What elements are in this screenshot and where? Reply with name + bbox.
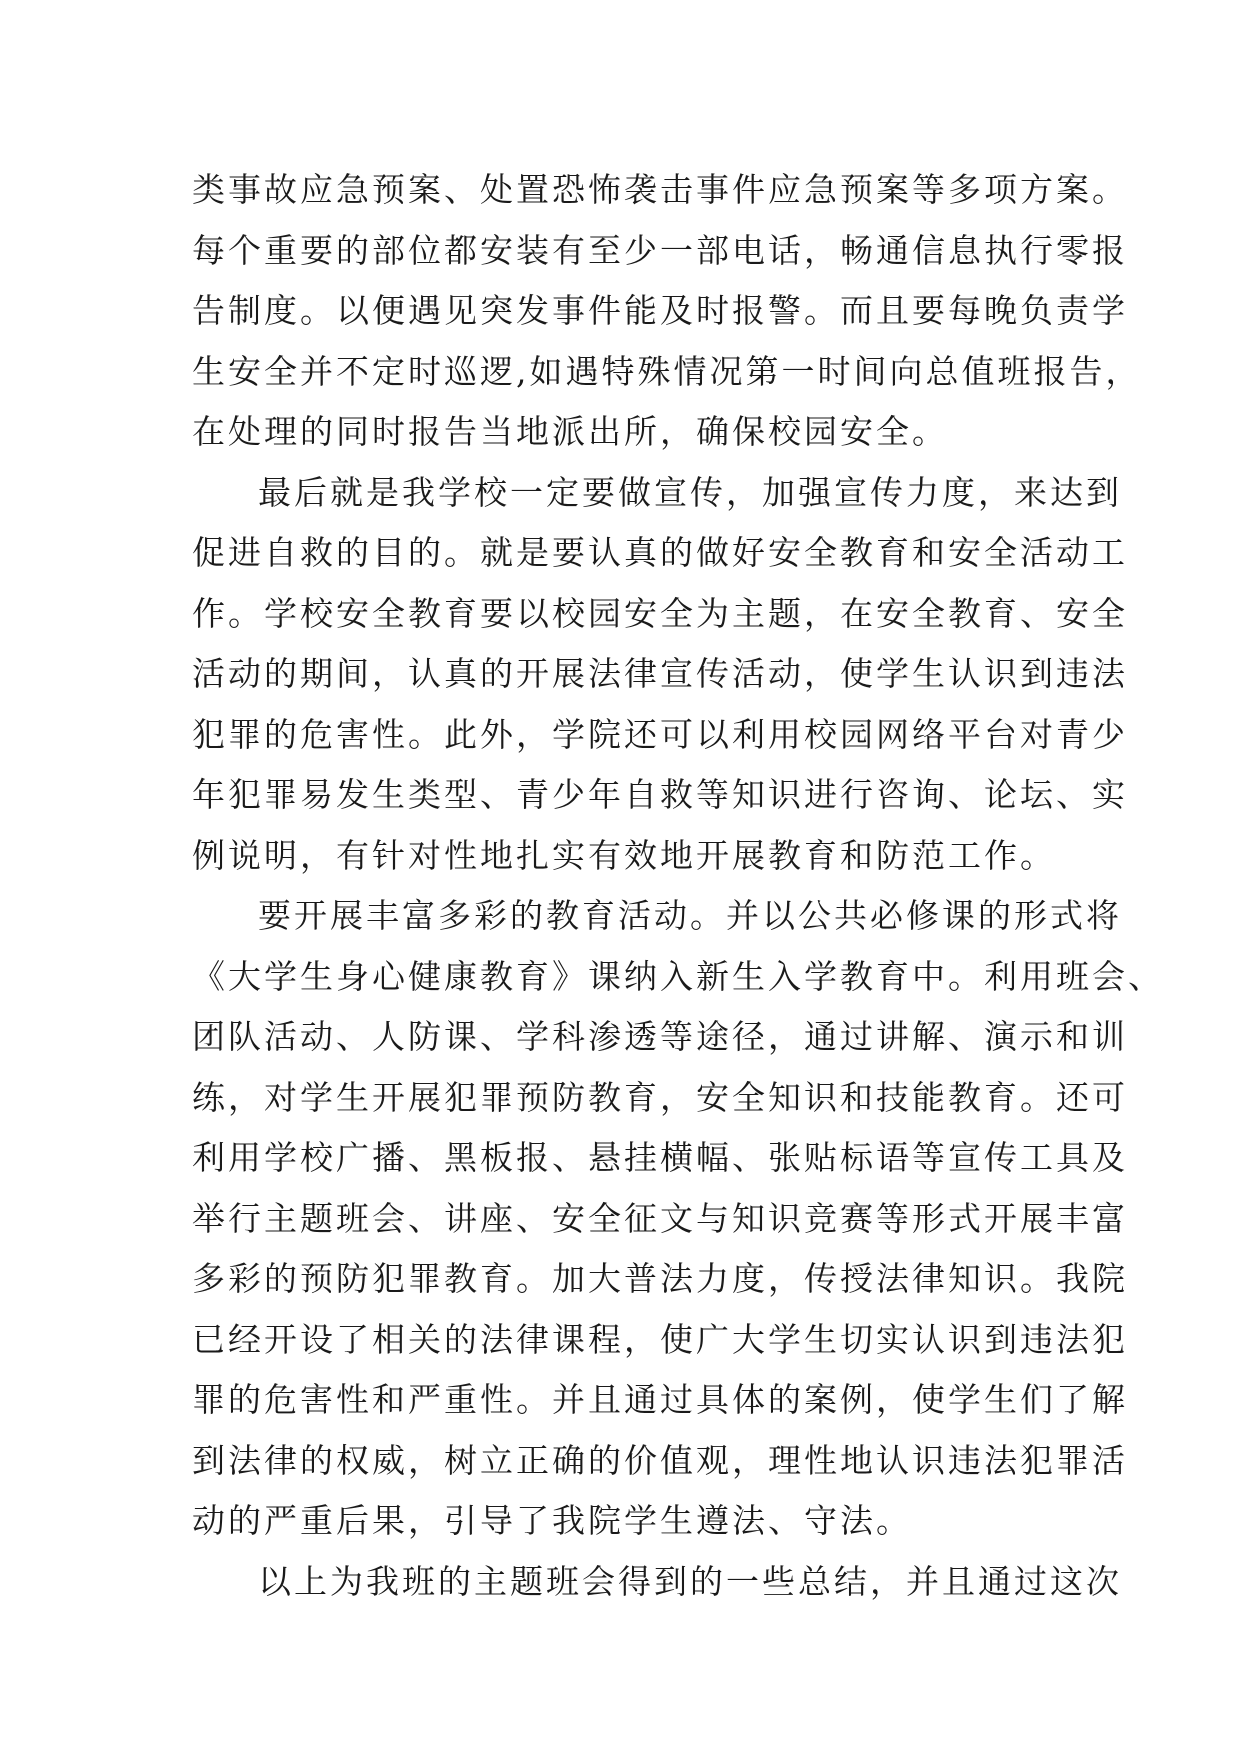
paragraph-1 <box>192 160 1142 463</box>
paragraph-line: 利用学校广播、黑板报、悬挂横幅、张贴标语等宣传工具及 <box>192 1138 1128 1177</box>
paragraph-line: 举行主题班会、讲座、安全征文与知识竞赛等形式开展丰富 <box>192 1198 1128 1238</box>
paragraph-line: 促进自救的目的。就是要认真的做好安全教育和安全活动工 <box>192 533 1128 572</box>
paragraph-line: 年犯罪易发生类型、青少年自救等知识进行咨询、论坛、实 <box>192 775 1128 814</box>
paragraph-line: 告制度。以便遇见突发事件能及时报警。而且要每晚负责学 <box>192 291 1128 330</box>
paragraph-line: 生安全并不定时巡逻,如遇特殊情况第一时间向总值班报告， <box>192 351 1142 391</box>
paragraph-line: 罪的危害性和严重性。并且通过具体的案例，使学生们了解 <box>192 1380 1128 1419</box>
paragraph-line: 团队活动、人防课、学科渗透等途径，通过讲解、演示和训 <box>192 1017 1128 1056</box>
paragraph-2 <box>192 463 1128 887</box>
paragraph-line: 犯罪的危害性。此外，学院还可以利用校园网络平台对青少 <box>192 714 1128 754</box>
paragraph-line: 到法律的权威，树立正确的价值观，理性地认识违法犯罪活 <box>192 1440 1128 1480</box>
document-body <box>192 160 1164 1612</box>
paragraph-line: 以上为我班的主题班会得到的一些总结，并且通过这次 <box>258 1561 1122 1601</box>
paragraph-line: 已经开设了相关的法律课程，使广大学生切实认识到违法犯 <box>192 1319 1128 1359</box>
paragraph-line: 每个重要的部位都安装有至少一部电话，畅通信息执行零报 <box>192 230 1128 270</box>
paragraph-line: 《大学生身心健康教育》课纳入新生入学教育中。利用班会、 <box>192 956 1164 996</box>
paragraph-4 <box>192 1552 1122 1613</box>
paragraph-line: 活动的期间，认真的开展法律宣传活动，使学生认识到违法 <box>192 654 1128 693</box>
paragraph-3 <box>192 886 1164 1552</box>
paragraph-line: 类事故应急预案、处置恐怖袭击事件应急预案等多项方案。 <box>192 170 1128 209</box>
paragraph-line: 多彩的预防犯罪教育。加大普法力度，传授法律知识。我院 <box>192 1259 1128 1298</box>
paragraph-line: 最后就是我学校一定要做宣传，加强宣传力度，来达到 <box>258 472 1122 512</box>
paragraph-line: 练，对学生开展犯罪预防教育，安全知识和技能教育。还可 <box>192 1077 1128 1117</box>
paragraph-line: 作。学校安全教育要以校园安全为主题，在安全教育、安全 <box>192 593 1128 633</box>
paragraph-line: 在处理的同时报告当地派出所，确保校园安全。 <box>192 412 948 451</box>
paragraph-line: 要开展丰富多彩的教育活动。并以公共必修课的形式将 <box>258 896 1122 935</box>
paragraph-line: 例说明，有针对性地扎实有效地开展教育和防范工作。 <box>192 835 1056 875</box>
paragraph-line: 动的严重后果，引导了我院学生遵法、守法。 <box>192 1501 912 1540</box>
